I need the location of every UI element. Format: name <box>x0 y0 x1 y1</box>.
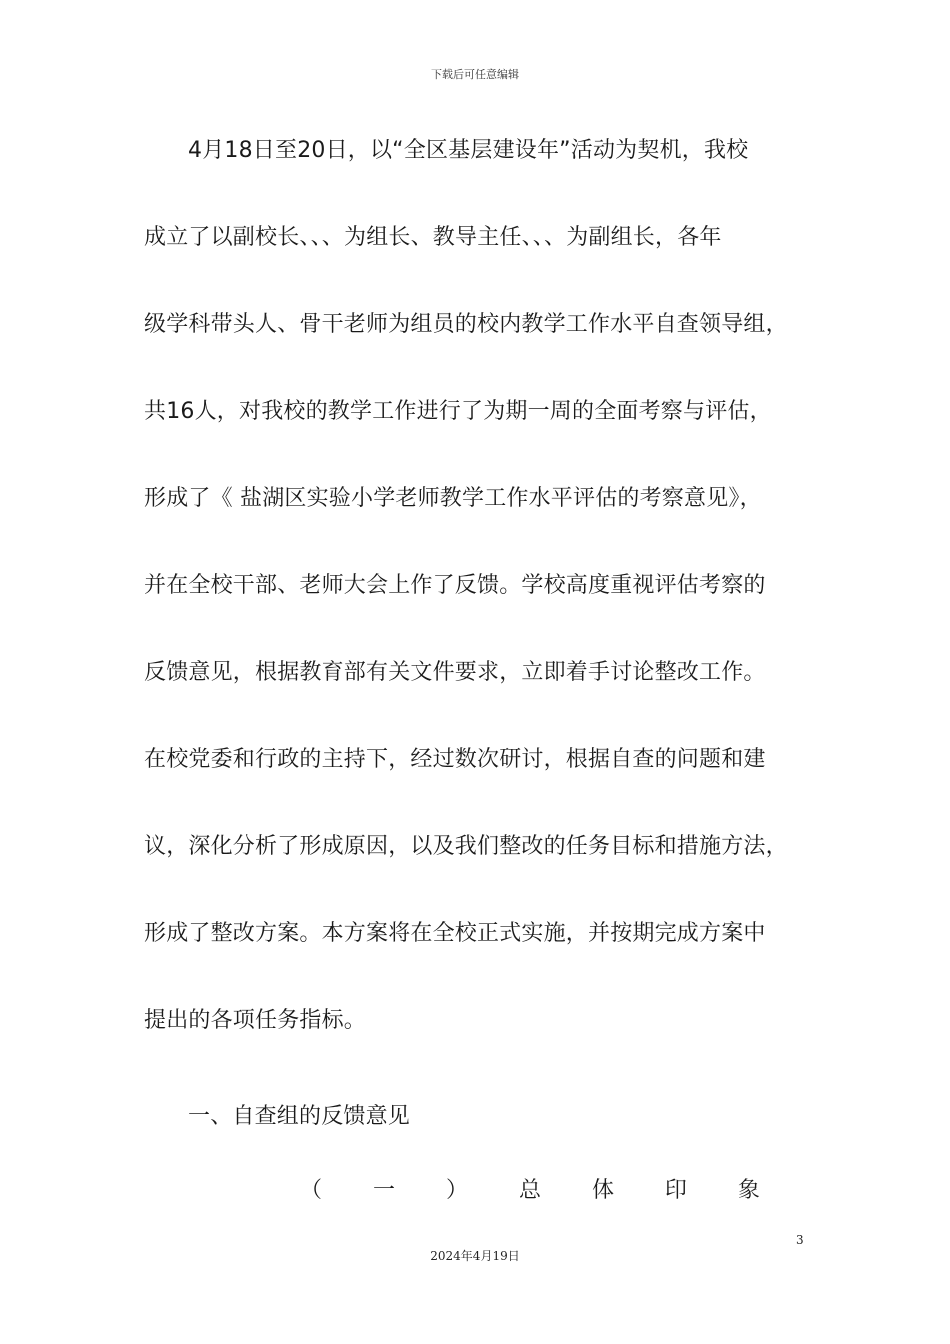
section-heading-2 <box>300 1176 760 1206</box>
paragraph-line: 4月18日至20日，以“全区基层建设年”活动为契机，我校 <box>188 138 749 163</box>
paragraph-line: 反馈意见，根据教育部有关文件要求，立即着手讨论整改工作。 <box>144 660 766 685</box>
paragraph-line: 议，深化分析了形成原因，以及我们整改的任务目标和措施方法， <box>144 834 788 859</box>
heading-char: 总 <box>518 1178 541 1203</box>
paragraph-line: 级学科带头人、骨干老师为组员的校内教学工作水平自查领导组， <box>144 312 788 337</box>
heading-char: 象 <box>737 1178 760 1203</box>
paragraph-line: 提出的各项任务指标。 <box>144 1008 367 1033</box>
heading-char: 体 <box>591 1178 614 1203</box>
paragraph-line: 形成了《 盐湖区实验小学老师教学工作水平评估的考察意见》， <box>144 486 762 511</box>
section-heading-1: 一、自查组的反馈意见 <box>188 1104 411 1129</box>
footer-date: 2024年4月19日 <box>430 1249 520 1263</box>
heading-char: 一 <box>372 1178 395 1203</box>
paragraph-line: 并在全校干部、老师大会上作了反馈。学校高度重视评估考察的 <box>144 573 766 598</box>
heading-char: （ <box>300 1178 323 1203</box>
paragraph-line: 形成了整改方案。本方案将在全校正式实施，并按期完成方案中 <box>144 921 766 946</box>
page-number: 3 <box>796 1233 804 1247</box>
heading-char: 印 <box>664 1178 687 1203</box>
header-note: 下载后可任意编辑 <box>431 68 519 81</box>
paragraph-line: 共16人，对我校的教学工作进行了为期一周的全面考察与评估， <box>144 399 772 424</box>
paragraph-line: 成立了以副校长、、、为组长、教导主任、、、为副组长，各年 <box>144 225 722 250</box>
paragraph-line: 在校党委和行政的主持下，经过数次研讨，根据自查的问题和建 <box>144 747 766 772</box>
heading-char: ） <box>445 1178 468 1203</box>
